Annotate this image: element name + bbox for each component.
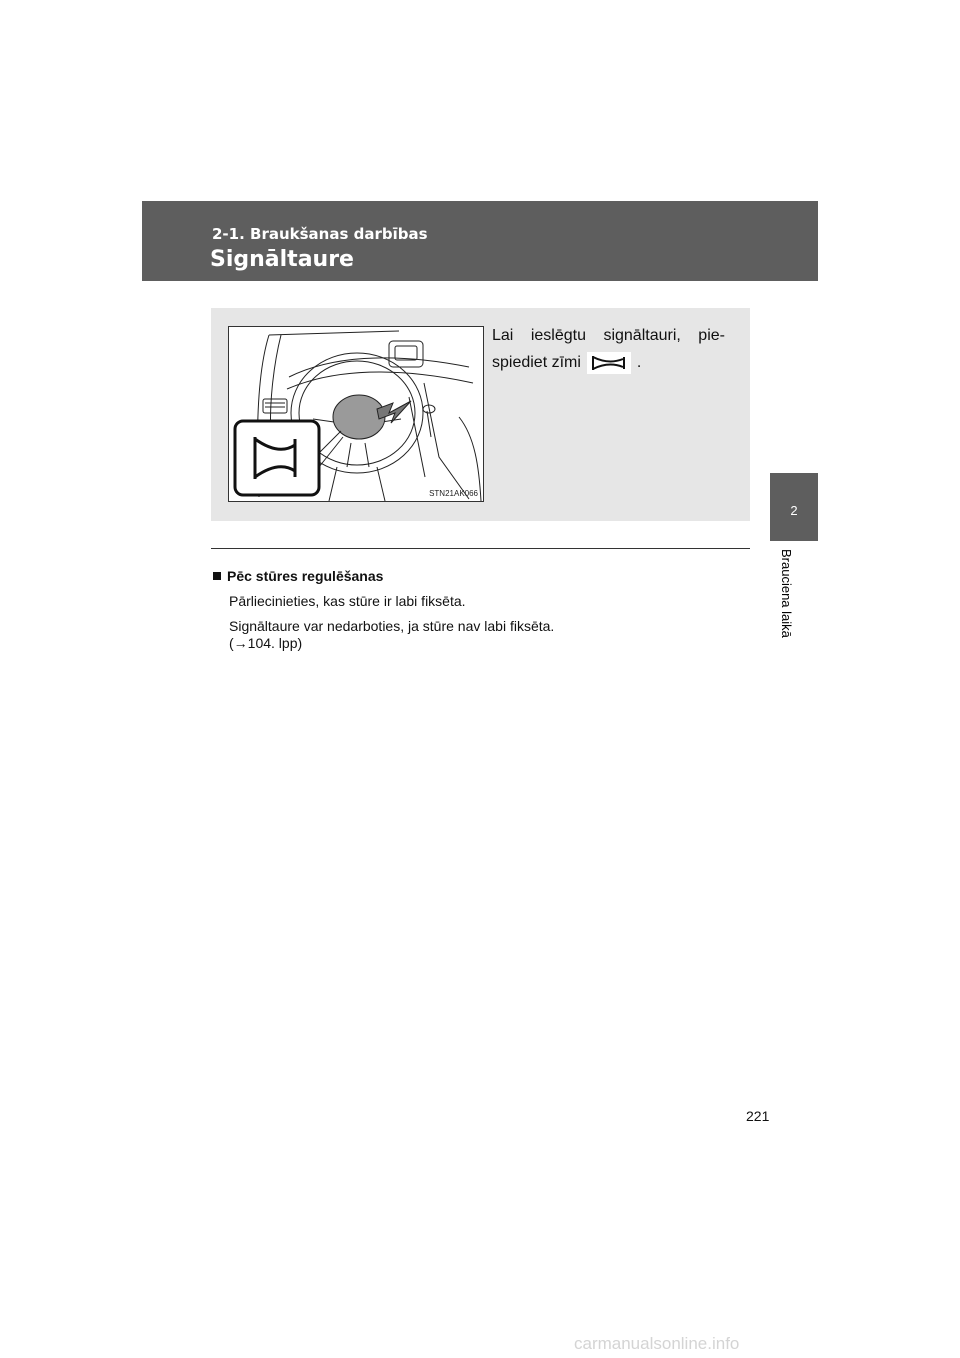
section-label: 2-1. Braukšanas darbības xyxy=(212,225,428,243)
illustration-panel xyxy=(211,308,750,521)
note-heading-text: Pēc stūres regulēšanas xyxy=(227,568,384,584)
steering-wheel-drawing xyxy=(229,327,483,501)
instruction-word: signāltauri, xyxy=(603,327,681,344)
instruction-line-2 xyxy=(492,349,725,376)
square-bullet-icon xyxy=(213,572,221,580)
instruction-word: pie- xyxy=(698,327,725,344)
instruction-text xyxy=(492,322,725,376)
instruction-word: Lai xyxy=(492,327,514,344)
watermark: carmanualsonline.info xyxy=(574,1334,740,1353)
section-header xyxy=(142,201,818,281)
note-heading xyxy=(213,568,753,584)
note-paragraph: Signāltaure var nedarboties, ja stūre nav labi fiksēta. xyxy=(229,618,555,634)
page-number: 221 xyxy=(746,1108,770,1124)
divider xyxy=(211,548,750,549)
page-reference: (→104. lpp) xyxy=(229,635,303,651)
chapter-tab xyxy=(770,473,818,541)
instruction-text-after: . xyxy=(636,354,642,371)
steering-wheel-illustration xyxy=(228,326,484,502)
chapter-title: Brauciena laikā xyxy=(779,549,794,638)
chapter-number: 2 xyxy=(790,503,798,518)
instruction-word: ieslēgtu xyxy=(530,327,586,344)
instruction-line-1 xyxy=(492,322,725,349)
instruction-text-before: spiediet zīmi xyxy=(492,354,581,371)
illustration-code: STN21AK066 xyxy=(429,489,478,498)
note-paragraph: Pārliecinieties, kas stūre ir labi fiksēta. xyxy=(229,593,466,609)
note-section xyxy=(213,568,753,660)
page-title: Signāltaure xyxy=(210,247,354,272)
horn-icon xyxy=(587,352,631,374)
